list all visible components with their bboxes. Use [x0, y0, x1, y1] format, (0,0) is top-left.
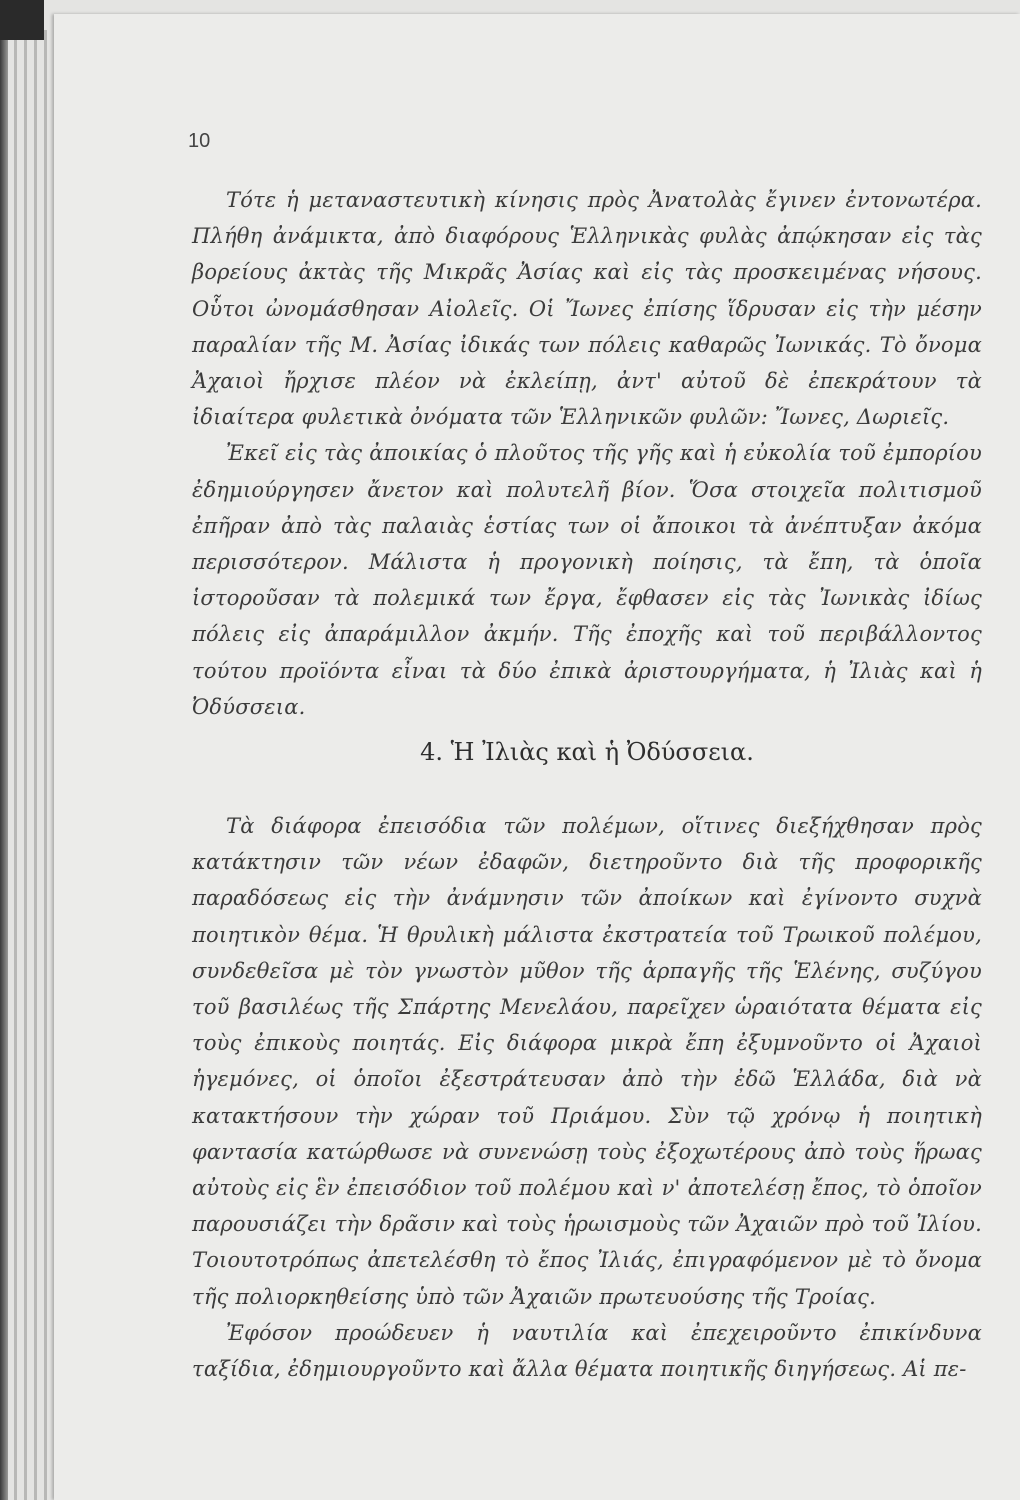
section-one-text [192, 182, 982, 725]
page-stack-line [14, 30, 17, 1500]
page-stack-line [24, 30, 27, 1500]
section-heading: 4. Ἡ Ἰλιὰς καὶ ἡ Ὀδύσσεια. [420, 738, 754, 766]
paragraph: Τότε ἡ μεταναστευτικὴ κίνησις πρὸς Ἀνατολὰς ἔγινεν ἐντονωτέρα. Πλήθη ἀνάμικτα, ἀπὸ διαφόρους Ἑλληνικὰς φυλὰς ἀπῴκησαν εἰς τὰς βορείους ἀκτὰς τῆς Μικρᾶς Ἀσίας καὶ εἰς τὰς προσκειμένας νήσους. Οὗτοι ὠνομάσθησαν Αἰολεῖς. Οἱ Ἴωνες ἐπίσης ἵδρυσαν εἰς τὴν μέσην παραλίαν τῆς Μ. Ἀσίας ἰδικάς των πόλεις καθαρῶς Ἰωνικάς. Τὸ ὄνομα Ἀχαιοὶ ἤρχισε πλέον νὰ ἐκλείπῃ, ἀντ' αὐτοῦ δὲ ἐπεκράτουν τὰ ἰδιαίτερα φυλετικὰ ὀνόματα τῶν Ἑλληνικῶν φυλῶν: Ἴωνες, Δωριεῖς. [192, 188, 982, 430]
paragraph: Ἐφόσον προώδευεν ἡ ναυτιλία καὶ ἐπεχειροῦντο ἐπικίνδυνα ταξίδια, ἐδημιουργοῦντο καὶ ἄλλα θέματα ποιητικῆς διηγήσεως. Αἱ πε- [192, 1320, 982, 1382]
section-two-text [192, 808, 982, 1387]
paragraph: Τὰ διάφορα ἐπεισόδια τῶν πολέμων, οἵτινες διεξήχθησαν πρὸς κατάκτησιν τῶν νέων ἐδαφῶν, διετηροῦντο διὰ τῆς προφορικῆς παραδόσεως εἰς τὴν ἀνάμνησιν τῶν ἀποίκων καὶ ἐγίνοντο συχνὰ ποιητικὸν θέμα. Ἡ θρυλικὴ μάλιστα ἐκστρατεία τοῦ Τρωικοῦ πολέμου, συνδεθεῖσα μὲ τὸν γνωστὸν μῦθον τῆς ἁρπαγῆς τῆς Ἑλένης, συζύγου τοῦ βασιλέως τῆς Σπάρτης Μενελάου, παρεῖχεν ὡραιότατα θέματα εἰς τοὺς ἐπικοὺς ποιητάς. Εἰς διάφορα μικρὰ ἔπη ἐξυμνοῦντο οἱ Ἀχαιοὶ ἡγεμόνες, οἱ ὁποῖοι ἐξεστράτευσαν ἀπὸ τὴν ἐδῶ Ἑλλάδα, διὰ νὰ κατακτήσουν τὴν χώραν τοῦ Πριάμου. Σὺν τῷ χρόνῳ ἡ ποιητικὴ φαντασία κατώρθωσε νὰ συνενώσῃ τοὺς ἐξοχωτέρους ἀπὸ τοὺς ἥρωας αὐτοὺς εἰς ἓν ἐπεισόδιον τοῦ πολέμου καὶ ν' ἀποτελέσῃ ἔπος, τὸ ὁποῖον παρουσιάζει τὴν δρᾶσιν καὶ τοὺς ἡρωισμοὺς τῶν Ἀχαιῶν πρὸ τοῦ Ἰλίου. Τοιουτοτρόπως ἀπετελέσθη τὸ ἔπος Ἰλιάς, ἐπιγραφόμενον μὲ τὸ ὄνομα τῆς πολιορκηθείσης ὑπὸ τῶν Ἀχαιῶν πρωτευούσης τῆς Τροίας. [192, 814, 982, 1309]
scan-corner-shadow [0, 0, 44, 40]
page-number: 10 [188, 130, 211, 152]
book-edge [0, 0, 8, 1500]
paragraph: Ἐκεῖ εἰς τὰς ἀποικίας ὁ πλοῦτος τῆς γῆς καὶ ἡ εὐκολία τοῦ ἐμπορίου ἐδημιούργησεν ἄνετον καὶ πολυτελῆ βίον. Ὅσα στοιχεῖα πολιτισμοῦ ἐπῆραν ἀπὸ τὰς παλαιὰς ἑστίας των οἱ ἄποικοι τὰ ἀνέπτυξαν ἀκόμα περισσότερον. Μάλιστα ἡ προγονικὴ ποίησις, τὰ ἔπη, τὰ ὁποῖα ἱστοροῦσαν τὰ πολεμικά των ἔργα, ἔφθασεν εἰς τὰς Ἰωνικὰς ἰδίως πόλεις εἰς ἀπαράμιλλον ἀκμήν. Τῆς ἐποχῆς καὶ τοῦ περιβάλλοντος τούτου προϊόντα εἶναι τὰ δύο ἐπικὰ ἀριστουργήματα, ἡ Ἰλιὰς καὶ ἡ Ὀδύσσεια. [192, 441, 982, 719]
page-stack-line [44, 30, 47, 1500]
page-stack-line [34, 30, 37, 1500]
